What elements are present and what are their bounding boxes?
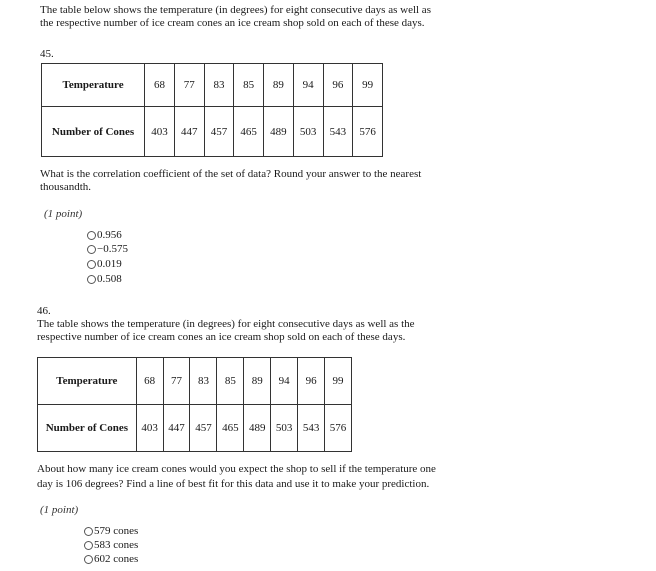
q45-number: 45. (40, 48, 54, 60)
radio-button[interactable] (84, 541, 93, 550)
q45-cones-row (42, 107, 383, 157)
q45-points: (1 point) (44, 208, 83, 220)
q45-cones-cell: 543 (323, 107, 353, 157)
q46-choice-label: 583 cones (94, 539, 139, 551)
q45-temp-cell: 83 (204, 64, 234, 107)
q46-choice-option[interactable] (84, 525, 138, 538)
q46-cones-cell: 489 (244, 405, 271, 452)
q45-temp-cell: 89 (264, 64, 294, 107)
q46-temp-cell: 77 (163, 358, 190, 405)
q46-intro-line2: respective number of ice cream cones an ice cream shop sold on each of these days. (37, 331, 406, 343)
radio-button[interactable] (87, 245, 96, 254)
q45-choice-option[interactable] (87, 243, 128, 256)
q46-temp-cell: 68 (136, 358, 163, 405)
q46-cones-row (38, 405, 352, 452)
q46-choice-option[interactable] (84, 539, 138, 552)
q45-temp-cell: 94 (293, 64, 323, 107)
q46-cones-cell: 503 (271, 405, 298, 452)
q46-temp-cell: 89 (244, 358, 271, 405)
q45-cones-cell: 403 (145, 107, 175, 157)
q46-cones-cell: 403 (136, 405, 163, 452)
radio-button[interactable] (87, 231, 96, 240)
q45-cones-label: Number of Cones (42, 107, 145, 157)
q45-cones-cell: 576 (353, 107, 383, 157)
q46-question-line1: About how many ice cream cones would you expect the shop to sell if the temperature one (37, 463, 436, 475)
q46-temp-cell: 94 (271, 358, 298, 405)
q46-temp-cell: 85 (217, 358, 244, 405)
q45-choice-option[interactable] (87, 273, 122, 286)
q46-points: (1 point) (40, 504, 79, 516)
q46-temp-cell: 99 (325, 358, 352, 405)
q46-temp-cell: 96 (298, 358, 325, 405)
q45-choice-label: −0.575 (97, 243, 128, 255)
q45-data-table (41, 63, 383, 157)
q46-cones-cell: 457 (190, 405, 217, 452)
q46-cones-label: Number of Cones (38, 405, 137, 452)
q46-choice-option[interactable] (84, 553, 138, 566)
q46-data-table (37, 357, 352, 452)
q45-intro-line1: The table below shows the temperature (in degrees) for eight consecutive days as well as (40, 4, 431, 16)
q45-choice-label: 0.956 (97, 229, 122, 241)
q45-choice-option[interactable] (87, 229, 122, 242)
q45-cones-cell: 503 (293, 107, 323, 157)
q45-cones-cell: 489 (264, 107, 294, 157)
q46-number: 46. (37, 305, 51, 317)
q45-temp-cell: 85 (234, 64, 264, 107)
q45-question-line2: thousandth. (40, 181, 92, 193)
radio-button[interactable] (84, 555, 93, 564)
q46-question-line2: day is 106 degrees? Find a line of best fit for this data and use it to make your prediction. (37, 478, 430, 490)
radio-button[interactable] (87, 275, 96, 284)
q45-intro-line2: the respective number of ice cream cones an ice cream shop sold on each of these days. (40, 17, 425, 29)
q46-temperature-label: Temperature (38, 358, 137, 405)
q45-temp-cell: 77 (174, 64, 204, 107)
q45-cones-cell: 457 (204, 107, 234, 157)
q46-choice-label: 602 cones (94, 553, 139, 565)
q46-temperature-row (38, 358, 352, 405)
q46-cones-cell: 576 (325, 405, 352, 452)
q45-choice-option[interactable] (87, 258, 122, 271)
q46-cones-cell: 465 (217, 405, 244, 452)
q46-intro-line1: The table shows the temperature (in degrees) for eight consecutive days as well as the (37, 318, 415, 330)
q45-question-line1: What is the correlation coefficient of the set of data? Round your answer to the nearest (40, 168, 422, 180)
q45-temp-cell: 68 (145, 64, 175, 107)
q45-choice-label: 0.019 (97, 258, 122, 270)
q45-choice-label: 0.508 (97, 273, 122, 285)
q45-temperature-label: Temperature (42, 64, 145, 107)
q46-cones-cell: 543 (298, 405, 325, 452)
radio-button[interactable] (87, 260, 96, 269)
q46-temp-cell: 83 (190, 358, 217, 405)
q45-temp-cell: 96 (323, 64, 353, 107)
q45-temp-cell: 99 (353, 64, 383, 107)
q46-choice-label: 579 cones (94, 525, 139, 537)
q45-cones-cell: 465 (234, 107, 264, 157)
q45-temperature-row (42, 64, 383, 107)
radio-button[interactable] (84, 527, 93, 536)
q45-cones-cell: 447 (174, 107, 204, 157)
q46-cones-cell: 447 (163, 405, 190, 452)
